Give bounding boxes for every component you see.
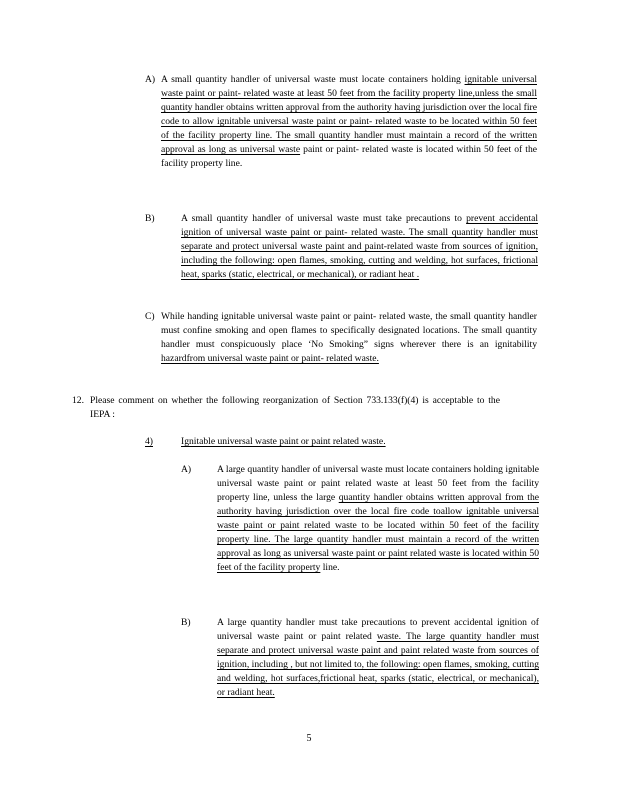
large-b-underlined: waste. The large quantity handler must separate and protect universal waste paint and paint related waste from sources of ignition, including , but not limited to, the following: open flames, smoking, cutting and welding, hot surfaces,frictional heat, sparks (static, electrical, or mechanical), or radiant heat. — [217, 631, 540, 698]
section-b-label: B) — [145, 213, 155, 224]
subsection-4-label: 4) — [145, 436, 153, 447]
large-a-tail: line. — [320, 562, 340, 573]
large-b-text — [217, 616, 539, 700]
section-a-tail: paint or paint- related waste is located within 50 feet of the facility property line. — [161, 144, 538, 169]
section-c-underlined: hazardfrom universal waste paint or paint- related waste. — [161, 353, 379, 364]
large-a-label: A) — [181, 464, 192, 475]
section-a-plain: A small quantity handler of universal waste must locate containers holding — [161, 74, 465, 85]
large-a-text — [217, 463, 539, 575]
item-12-text: Please comment on whether the following reorganization of Section 733.133(f)(4) is acceptable to the IEPA : — [90, 395, 500, 420]
large-b-plain: A large quantity handler must take precautions to prevent accidental ignition of universal waste paint or paint related — [217, 617, 539, 642]
item-12-number: 12. — [72, 395, 84, 406]
section-b-text — [181, 212, 538, 282]
section-a-text — [161, 73, 537, 171]
section-a-label: A) — [145, 74, 156, 85]
large-a-underlined: quantity handler obtains written approval from the authority having jurisdiction over the local fire code toallow ignitable universal waste paint or paint related waste to be located within 50 feet of the facility property line. The large quantity handler must maintain a record of the written approval as long as universal waste paint or paint related waste is located within 50 feet of the facility property — [217, 492, 540, 573]
section-a-underlined: ignitable universal waste paint or paint- related waste at least 50 feet from the facility property line,unless the small quantity handler obtains written approval from the authority having jurisdiction over the local fire code to allow ignitable universal waste paint or paint- related waste to be located within 50 feet of the facility property line. The small quantity handler must maintain a record of the written approval as long as universal waste — [161, 74, 537, 155]
section-c-plain: While handing ignitable universal waste paint or paint- related waste, the small quantity handler must confine smoking and open flames to specifically designated locations. The small quantity handler must conspicuously place ‘No Smoking” signs wherever there is an ignitability — [161, 311, 537, 350]
section-b-plain: A small quantity handler of universal waste must take precautions to — [181, 213, 467, 224]
section-c-text — [161, 310, 537, 366]
section-c-label: C) — [145, 311, 155, 322]
page-number: 5 — [306, 733, 312, 744]
large-a-plain: A large quantity handler of universal waste must locate containers holding ignitable universal waste paint or paint related waste at least 50 feet from the facility property line, unless the large — [217, 464, 539, 503]
section-b-underlined: prevent accidental ignition of universal waste paint or paint- related waste. The small quantity handler must separate and protect universal waste paint and paint-related waste from sources of ignition, including the following: open flames, smoking, cutting and welding, hot surfaces, frictional heat, sparks (static, electrical, or mechanical), or radiant heat . — [181, 213, 538, 280]
subsection-4-title: Ignitable universal waste paint or paint related waste. — [181, 436, 386, 447]
large-b-label: B) — [181, 617, 191, 628]
